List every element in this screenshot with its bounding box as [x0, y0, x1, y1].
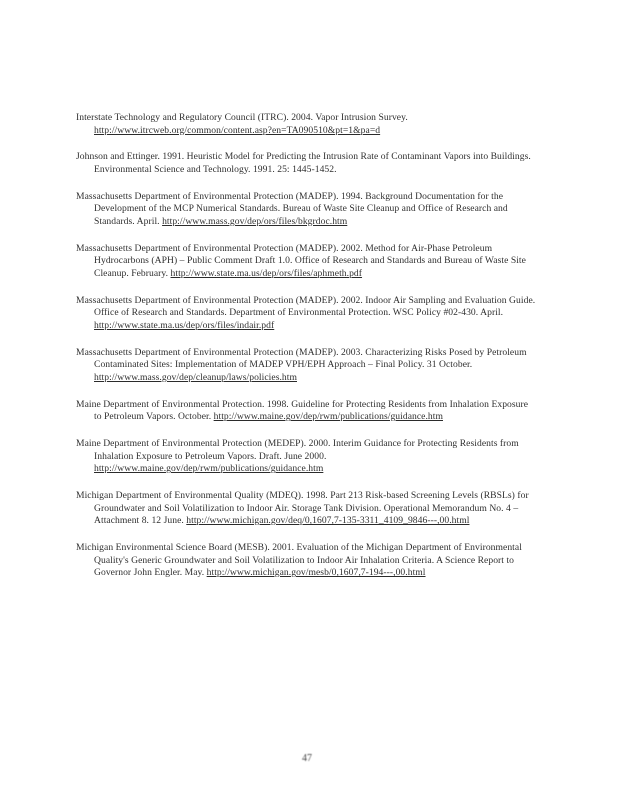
reference-url[interactable]: http://www.maine.gov/dep/rwm/publications/guidance.htm — [94, 463, 324, 475]
reference-text: Maine Department of Environmental Protection (MEDEP). 2000. Interim Guidance for Protecting Residents from Inhalation Exposure to Petroleum Vapors. Draft. June 2000. — [76, 438, 519, 462]
reference-entry — [76, 399, 538, 424]
reference-text: Massachusetts Department of Environmental Protection (MADEP). 2002. Method for Air-Phase Petroleum Hydrocarbons (APH) – Public Comment Draft 1.0. Office of Research and Standards and Bureau of Waste Site Cleanup. February. — [76, 242, 526, 279]
reference-url[interactable]: http://www.maine.gov/dep/rwm/publications/guidance.htm — [213, 411, 443, 423]
reference-entry — [76, 347, 538, 385]
reference-text: Interstate Technology and Regulatory Council (ITRC). 2004. Vapor Intrusion Survey. — [76, 112, 408, 123]
reference-url[interactable]: http://www.itrcweb.org/common/content.asp?en=TA090510&pt=1&pa=d — [94, 124, 381, 136]
reference-list — [76, 112, 538, 594]
reference-text: Maine Department of Environmental Protection. 1998. Guideline for Protecting Residents from Inhalation Exposure to Petroleum Vapors. October. — [76, 398, 529, 423]
reference-url[interactable]: http://www.michigan.gov/mesb/0,1607,7-194---,00.html — [206, 567, 426, 579]
reference-entry — [76, 490, 538, 528]
reference-text: Massachusetts Department of Environmental Protection (MADEP). 1994. Background Documentation for the Development of the MCP Numerical Standards. Bureau of Waste Site Cleanup and Office of Research and Standards. April. — [76, 190, 508, 227]
reference-url[interactable]: http://www.mass.gov/dep/ors/files/bkgrdoc.htm — [162, 215, 348, 227]
reference-url[interactable]: http://www.mass.gov/dep/cleanup/laws/policies.htm — [94, 371, 297, 383]
reference-entry — [76, 542, 538, 580]
reference-url[interactable]: http://www.state.ma.us/dep/ors/files/aphmeth.pdf — [170, 267, 363, 279]
reference-text: Johnson and Ettinger. 1991. Heuristic Model for Predicting the Intrusion Rate of Contaminant Vapors into Buildings. Environmental Science and Technology. 1991. 25: 1445-1452. — [76, 151, 531, 175]
reference-entry — [76, 191, 538, 229]
reference-entry — [76, 295, 538, 333]
reference-entry — [76, 112, 538, 137]
reference-entry — [76, 151, 538, 176]
page-number: 47 — [302, 753, 312, 764]
reference-url[interactable]: http://www.state.ma.us/dep/ors/files/indair.pdf — [94, 319, 275, 331]
reference-text: Michigan Department of Environmental Quality (MDEQ). 1998. Part 213 Risk-based Screening Levels (RBSLs) for Groundwater and Soil Volatilization to Indoor Air. Storage Tank Division. Operational Memorandum No. 4 – Attachment 8. 12 June. — [76, 489, 529, 527]
reference-text: Massachusetts Department of Environmental Protection (MADEP). 2002. Indoor Air Sampling and Evaluation Guide. Office of Research and Standards. Department of Environmental Protection. WSC Policy #02-430. April. — [76, 294, 536, 319]
reference-text: Michigan Environmental Science Board (MESB). 2001. Evaluation of the Michigan Department of Environmental Quality's Generic Groundwater and Soil Volatilization to Indoor Air Inhalation Criteria. A Science Report to Governor John Engler. May. — [76, 541, 522, 579]
reference-entry — [76, 243, 538, 281]
reference-entry — [76, 438, 538, 476]
reference-url[interactable]: http://www.michigan.gov/deq/0,1607,7-135-3311_4109_9846---,00.html — [186, 515, 470, 527]
reference-text: Massachusetts Department of Environmental Protection (MADEP). 2003. Characterizing Risks Posed by Petroleum Contaminated Sites: Implementation of MADEP VPH/EPH Approach – Final Policy. 31 October. — [76, 346, 527, 371]
